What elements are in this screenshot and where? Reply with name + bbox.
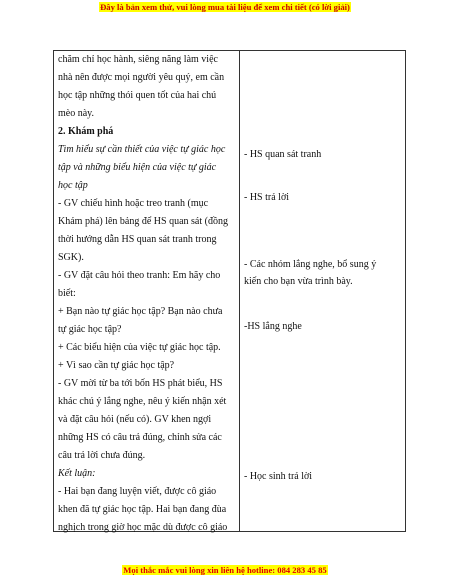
subtitle-line-1: Tìm hiểu sự cần thiết của việc tự giác học	[58, 144, 226, 155]
hs-answer-2: - Học sinh trả lời	[244, 471, 313, 482]
subtitle-line-2: tập và những biểu hiện của việc tự giác	[58, 162, 217, 173]
gv-invite-line-1: - GV mời từ ba tới bốn HS phát biểu, HS	[58, 378, 223, 389]
intro-line-1: chăm chỉ học hành, siêng năng làm việc	[58, 54, 218, 65]
question-2: + Các biểu hiện của việc tự giác học tập.	[58, 342, 221, 353]
intro-line-2: nhà nên được mọi người yêu quý, em cần	[58, 72, 225, 83]
teacher-activities-cell	[54, 51, 240, 532]
table-row	[54, 51, 406, 532]
subtitle-line-3: học tập	[58, 180, 88, 191]
conclusion-label: Kết luận:	[58, 468, 96, 479]
hs-listen: -HS lắng nghe	[244, 321, 302, 332]
groups-line-1: - Các nhóm lắng nghe, bổ sung ý	[244, 259, 377, 270]
gv-ask-line-1: - GV đặt câu hỏi theo tranh: Em hãy cho	[58, 270, 221, 281]
hotline-banner: Mọi thắc mắc vui lòng xin liên hệ hotline: 084 283 45 85	[123, 565, 327, 575]
intro-line-4: mèo này.	[58, 108, 95, 119]
gv-show-line-3: thời hướng dẫn HS quan sát tranh trong	[58, 234, 217, 245]
intro-line-3: học tập những thói quen tốt của hai chú	[58, 90, 217, 101]
gv-show-line-4: SGK).	[58, 252, 84, 263]
question-1-line-2: tự giác học tập?	[58, 324, 122, 335]
gv-show-line-2: Khám phá) lên bảng để HS quan sát (đồng	[58, 216, 228, 227]
student-activities-cell	[240, 51, 406, 532]
question-3: + Vì sao cần tự giác học tập?	[58, 360, 175, 371]
conclusion-line-1: - Hai bạn đang luyện viết, được cô giáo	[58, 486, 217, 497]
gv-ask-line-2: biết:	[58, 288, 76, 299]
gv-show-line-1: - GV chiếu hình hoặc treo tranh (mục	[58, 198, 209, 209]
gv-invite-line-3: và đặt câu hỏi (nếu có). GV khen ngợi	[58, 414, 212, 425]
gv-invite-line-5: câu trả lời chưa đúng.	[58, 450, 146, 461]
question-1-line-1: + Bạn nào tự giác học tập? Bạn nào chưa	[58, 306, 223, 317]
hs-answer-1: - HS trả lời	[244, 192, 290, 203]
conclusion-line-2: khen đã tự giác học tập. Hai bạn đang đùa	[58, 504, 227, 515]
conclusion-line-3: nghịch trong giờ học mặc dù được cô giáo	[58, 522, 228, 533]
gv-invite-line-4: những HS có câu trả đúng, chỉnh sửa các	[58, 432, 222, 443]
gv-invite-line-2: khác chú ý lắng nghe, nêu ý kiến nhận xét	[58, 396, 227, 407]
hs-observe: - HS quan sát tranh	[244, 149, 322, 160]
preview-notice-banner: Đây là bản xem thử, vui lòng mua tài liệu để xem chi tiết (có lời giải)	[100, 2, 350, 12]
lesson-table	[53, 50, 406, 532]
groups-line-2: kiến cho bạn vừa trình bày.	[244, 276, 353, 287]
section-heading: 2. Khám phá	[58, 126, 114, 137]
